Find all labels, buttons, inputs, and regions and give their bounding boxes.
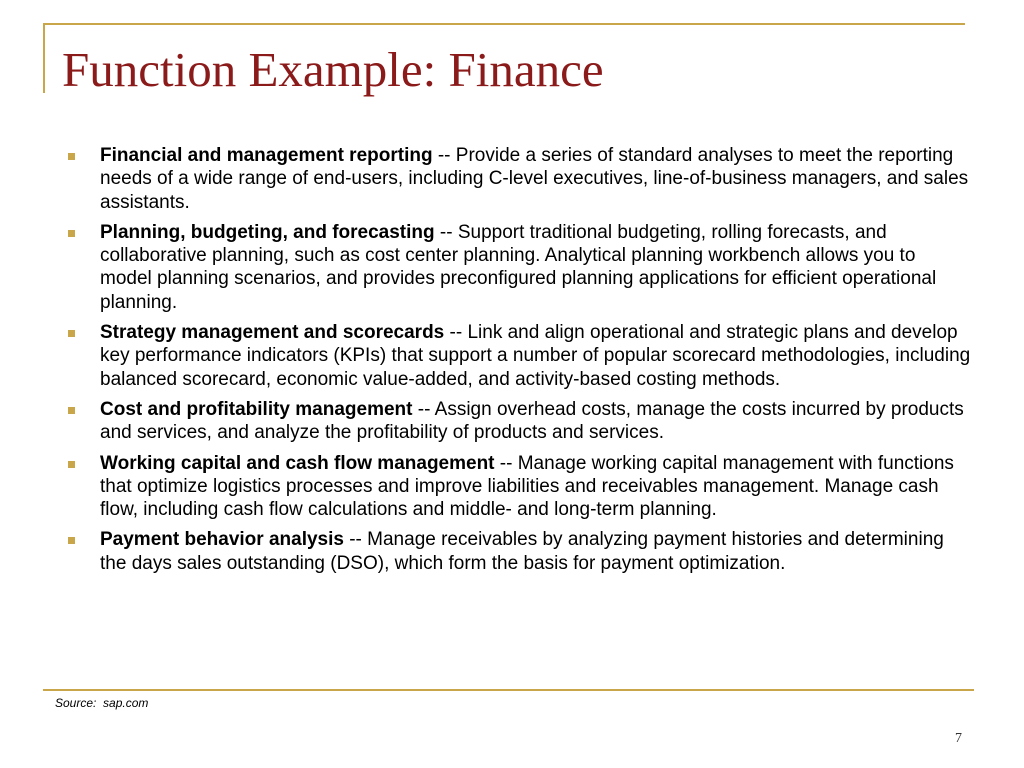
bullet-item-cost-profitability xyxy=(62,398,972,445)
frame-left-rule xyxy=(43,23,45,93)
square-bullet-icon xyxy=(68,230,75,237)
bullet-text: -- Manage receivables by analyzing payment histories and determining the days sales outstanding (DSO), which form the basis for payment optimization. xyxy=(100,529,944,574)
square-bullet-icon xyxy=(68,537,75,544)
bullet-term: Payment behavior analysis xyxy=(100,529,344,551)
bullet-text: -- Provide a series of standard analyses to meet the reporting needs of a wide range of end-users, including C-level executives, line-of-business managers, and sales assistants. xyxy=(100,145,969,213)
bullet-item-planning xyxy=(62,221,972,314)
square-bullet-icon xyxy=(68,330,75,337)
bullet-term: Planning, budgeting, and forecasting xyxy=(100,221,435,243)
bullet-term: Strategy management and scorecards xyxy=(100,322,445,344)
square-bullet-icon xyxy=(68,407,75,414)
frame-top-rule xyxy=(43,23,965,25)
square-bullet-icon xyxy=(68,461,75,468)
slide-title: Function Example: Finance xyxy=(62,42,604,97)
bullet-item-working-capital xyxy=(62,452,972,522)
bullet-list xyxy=(62,144,972,582)
square-bullet-icon xyxy=(68,153,75,160)
bullet-text: -- Support traditional budgeting, rolling forecasts, and collaborative planning, such as cost center planning. Analytical planning workbench allows you to model planning scenarios, and provides preconfigured planning applications for efficient operational planning. xyxy=(100,221,937,313)
bullet-item-payment-behavior xyxy=(62,528,972,575)
source-citation: Source: sap.com xyxy=(55,696,149,710)
bullet-item-financial-reporting xyxy=(62,144,972,214)
page-number: 7 xyxy=(955,731,962,746)
bullet-term: Working capital and cash flow management xyxy=(100,452,495,474)
bullet-term: Financial and management reporting xyxy=(100,145,433,166)
bullet-term: Cost and profitability management xyxy=(100,398,413,420)
footer-rule xyxy=(43,689,974,691)
bullet-text: -- Assign overhead costs, manage the costs incurred by products and services, and analyze the profitability of products and services. xyxy=(100,398,964,444)
bullet-text: -- Link and align operational and strategic plans and develop key performance indicators (KPIs) that support a number of popular scorecard methodologies, including balanced scorecard, economic value-added, and activity-based costing methods. xyxy=(100,322,971,390)
bullet-text: -- Manage working capital management with functions that optimize logistics processes and improve liabilities and receivables management. Manage cash flow, including cash flow calculations and middle- and long-term planning. xyxy=(100,452,954,521)
bullet-item-strategy xyxy=(62,321,972,391)
